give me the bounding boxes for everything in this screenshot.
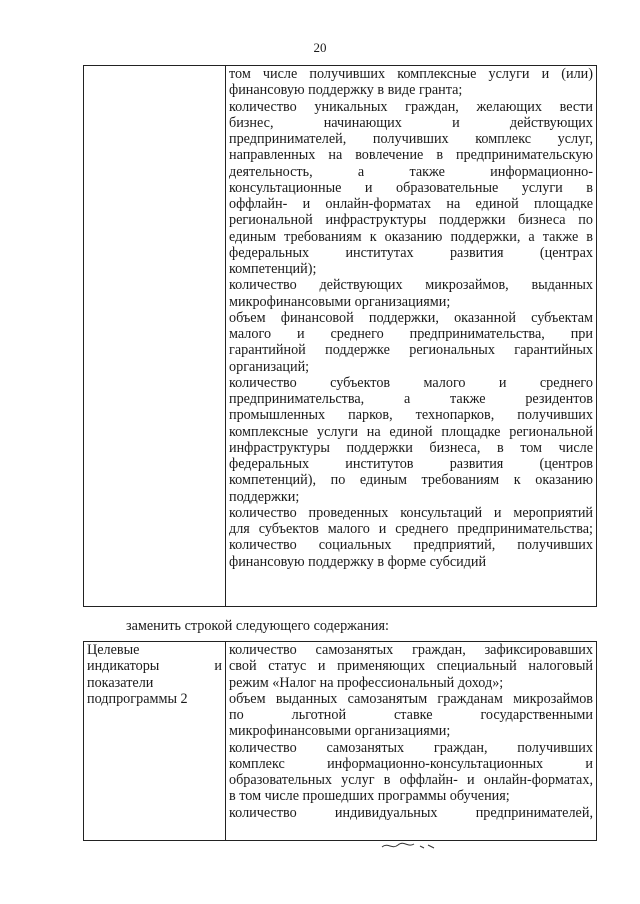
text-line: компетенций); [229,261,317,277]
text-line: комплексные услуги на единой площадке региональной [229,423,593,440]
text-line: предпринимательства, а также резидентов [229,391,593,407]
text-line: для субъектов малого и среднего предпринимательства; [229,521,593,537]
text-line: инфраструктуры поддержки бизнеса, в том числе [229,439,593,456]
text-line: консультационные и образовательные услуги в [229,179,593,196]
text-line: объем финансовой поддержки, оказанной субъектам [229,309,593,326]
text-line: объем выданных самозанятым гражданам микрозаймов [229,690,593,707]
text-line: количество субъектов малого и среднего [229,374,593,391]
text-line: бизнес, начинающих и действующих [229,114,593,131]
text-line: финансовую поддержку в виде гранта; [229,82,463,99]
text-line: по льготной ставке государственными [229,707,593,723]
page-number: 20 [313,40,327,55]
indicators-table-old [83,65,597,607]
handwritten-mark [380,838,440,852]
text-line: комплекс информационно-консультационных и [229,755,593,772]
text-line: оффлайн- и онлайн-форматах на единой площадке [229,196,593,212]
text-line: гарантийной поддержке региональных гарантийных [229,342,593,359]
indicators-table-new [83,641,597,841]
text-line: финансовую поддержку в форме субсидий [229,553,487,570]
text-line: индикаторы и [87,658,222,675]
text-line: том числе получивших комплексные услуги и (или) [229,66,593,82]
text-line: показатели [87,674,154,691]
text-line: единым требованиям к оказанию поддержки, а также в [229,228,593,245]
text-line: деятельность, а также информационно- [229,163,593,180]
text-line: количество проведенных консультаций и мероприятий [229,504,593,521]
text-line: микрофинансовыми организациями; [229,723,451,740]
text-line: федеральных институтов развития (центров [229,456,593,472]
text-line: компетенций), по единым требованиям к оказанию [229,472,593,489]
text-line: количество действующих микрозаймов, выданных [229,277,593,294]
text-line: количество самозанятых граждан, получивших [229,739,593,756]
text-line: в том числе прошедших программы обучения; [229,788,510,805]
table-row [84,642,597,841]
text-line: малого и среднего предпринимательства, при [229,326,593,342]
text-line: количество социальных предприятий, получивших [229,537,593,554]
text-line: количество самозанятых граждан, зафиксировавших [229,642,593,658]
text-line: поддержки; [229,488,300,505]
text-line: организаций; [229,358,310,375]
text-line: Целевые [87,642,140,658]
table-row [84,66,597,607]
text-line: промышленных парков, технопарков, получивших [229,407,593,424]
table-cell-label [84,66,226,607]
text-line: предпринимателей, получивших комплекс услуг, [229,131,593,147]
text-line: свой статус и применяющих специальный налоговый [229,658,593,675]
table-cell-content [226,66,597,607]
text-line: образовательных услуг в оффлайн- и онлайн-форматах, [229,772,593,788]
text-line: подпрограммы 2 [87,690,188,707]
text-line: режим «Налог на профессиональный доход»; [229,674,504,691]
text-line: региональной инфраструктуры поддержки бизнеса по [229,212,593,229]
text-line: федеральных институтах развития (центрах [229,244,593,261]
text-line: количество индивидуальных предпринимателей, [229,804,593,821]
text-line: направленных на вовлечение в предпринимательскую [229,147,593,164]
table-cell-content [226,642,597,841]
table-cell-label [84,642,226,841]
text-line: микрофинансовыми организациями; [229,293,451,310]
replacement-instruction: заменить строкой следующего содержания: [126,618,389,634]
text-line: количество уникальных граждан, желающих вести [229,98,593,115]
